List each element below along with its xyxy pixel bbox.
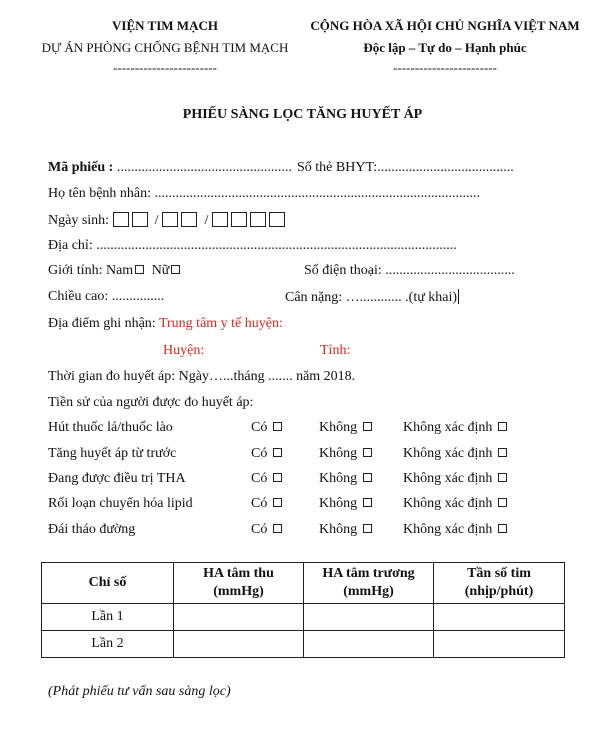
co-checkbox[interactable]: [273, 498, 282, 507]
country-name: CỘNG HÒA XÃ HỘI CHỦ NGHĨA VIỆT NAM: [310, 18, 580, 33]
table-cell-input[interactable]: [174, 631, 304, 658]
col-header-chi-so: Chỉ số: [42, 563, 174, 604]
co-checkbox[interactable]: [273, 422, 282, 431]
co-checkbox[interactable]: [273, 473, 282, 482]
kxd-checkbox[interactable]: [498, 448, 507, 457]
history-item-label: Rối loạn chuyển hóa lipid: [48, 496, 193, 511]
history-item-label: Đái tháo đường: [48, 522, 136, 537]
so-the-row: [297, 160, 514, 176]
history-option-co[interactable]: [251, 420, 282, 436]
table-cell-input[interactable]: [304, 604, 434, 631]
co-label: Có: [251, 446, 268, 461]
khong-label: Không: [319, 446, 358, 461]
col-header-ha-tam-thu: HA tâm thu (mmHg): [174, 563, 304, 604]
org-name: VIỆN TIM MẠCH: [112, 18, 218, 33]
history-option-co[interactable]: [251, 471, 282, 487]
dob-year-box-2[interactable]: [231, 212, 247, 227]
table-header-row: [42, 563, 565, 604]
dob-day-box-2[interactable]: [132, 212, 148, 227]
kxd-label: Không xác định: [403, 471, 493, 486]
kxd-label: Không xác định: [403, 496, 493, 511]
kxd-label: Không xác định: [403, 446, 493, 461]
thoi-gian-do-field[interactable]: Thời gian đo huyết áp: Ngày…...tháng ....... năm 2018.: [48, 369, 356, 384]
khong-checkbox[interactable]: [363, 448, 372, 457]
history-option-kxd[interactable]: [403, 471, 507, 487]
history-option-kxd[interactable]: [403, 446, 507, 462]
ngay-sinh-label: Ngày sinh:: [48, 213, 110, 228]
history-option-khong[interactable]: [319, 522, 372, 538]
footer-note: (Phát phiếu tư vấn sau sàng lọc): [48, 684, 231, 699]
huyen-label: Huyện:: [163, 343, 205, 358]
history-option-co[interactable]: [251, 522, 282, 538]
dia-chi-field[interactable]: Địa chỉ: .......................................................................................................: [48, 238, 457, 253]
dob-year-box-3[interactable]: [250, 212, 266, 227]
dia-diem-value: Trung tâm y tế huyện:: [158, 316, 283, 331]
table-cell-input[interactable]: [304, 631, 434, 658]
tien-su-heading: Tiền sử của người được đo huyết áp:: [48, 395, 254, 410]
ma-phieu-row: [48, 160, 292, 176]
khong-label: Không: [319, 471, 358, 486]
kxd-label: Không xác định: [403, 522, 493, 537]
table-cell-input[interactable]: [434, 604, 565, 631]
nu-label: Nữ: [151, 263, 170, 278]
table-row: [42, 631, 565, 658]
dob-year-box-1[interactable]: [212, 212, 228, 227]
table-cell-input[interactable]: [174, 604, 304, 631]
so-the-field[interactable]: .......................................: [377, 160, 514, 175]
history-option-kxd[interactable]: [403, 522, 507, 538]
dob-slash-2: /: [204, 213, 209, 228]
project-name: DỰ ÁN PHÒNG CHỐNG BỆNH TIM MẠCH: [41, 40, 289, 55]
can-nang-text: Cân nặng: …............ .(tự khai): [285, 290, 458, 305]
khong-label: Không: [319, 496, 358, 511]
table-cell-input[interactable]: [434, 631, 565, 658]
kxd-checkbox[interactable]: [498, 498, 507, 507]
history-option-co[interactable]: [251, 446, 282, 462]
row-label: Lần 2: [42, 631, 174, 658]
history-option-khong[interactable]: [319, 446, 372, 462]
history-item-label: Tăng huyết áp từ trước: [48, 446, 177, 461]
ma-phieu-field[interactable]: ..................................................: [113, 160, 292, 175]
kxd-checkbox[interactable]: [498, 524, 507, 533]
dob-slash-1: /: [154, 213, 159, 228]
ho-ten-field[interactable]: Họ tên bệnh nhân: .............................................................................................: [48, 186, 481, 201]
dia-diem-row: [48, 316, 283, 332]
history-item-label: Hút thuốc lá/thuốc lào: [48, 420, 173, 435]
dob-day-box-1[interactable]: [113, 212, 129, 227]
row-label: Lần 1: [42, 604, 174, 631]
so-dien-thoai-field[interactable]: Số điện thoại: .....................................: [304, 263, 515, 278]
form-title: PHIẾU SÀNG LỌC TĂNG HUYẾT ÁP: [182, 107, 423, 122]
kxd-checkbox[interactable]: [498, 422, 507, 431]
khong-label: Không: [319, 522, 358, 537]
gioi-tinh-row: [48, 263, 180, 279]
col-header-tan-so-tim: Tần số tim (nhịp/phút): [434, 563, 565, 604]
co-checkbox[interactable]: [273, 524, 282, 533]
khong-label: Không: [319, 420, 358, 435]
khong-checkbox[interactable]: [363, 473, 372, 482]
history-option-khong[interactable]: [319, 420, 372, 436]
chieu-cao-field[interactable]: Chiều cao: ...............: [48, 289, 165, 304]
gioi-tinh-label: Giới tính: Nam: [48, 263, 134, 278]
dob-month-box-1[interactable]: [162, 212, 178, 227]
ngay-sinh-row: [48, 212, 288, 229]
history-option-khong[interactable]: [319, 471, 372, 487]
co-label: Có: [251, 496, 268, 511]
col-header-ha-tam-truong: HA tâm trương (mmHg): [304, 563, 434, 604]
country-motto: Độc lập – Tự do – Hạnh phúc: [363, 40, 527, 55]
can-nang-field[interactable]: [285, 289, 459, 306]
history-option-kxd[interactable]: [403, 496, 507, 512]
kxd-checkbox[interactable]: [498, 473, 507, 482]
so-the-label: Số thẻ BHYT:: [297, 160, 378, 175]
co-checkbox[interactable]: [273, 448, 282, 457]
dob-year-box-4[interactable]: [269, 212, 285, 227]
history-item-label: Đang được điều trị THA: [48, 471, 186, 486]
ma-phieu-label: Mã phiếu :: [48, 160, 114, 175]
blood-pressure-table: [41, 562, 565, 658]
history-option-kxd[interactable]: [403, 420, 507, 436]
khong-checkbox[interactable]: [363, 422, 372, 431]
dia-diem-label: Địa điểm ghi nhận:: [48, 316, 156, 331]
header-right-rule: ------------------------: [393, 60, 497, 75]
nam-checkbox[interactable]: [135, 265, 144, 274]
history-option-khong[interactable]: [319, 496, 372, 512]
khong-checkbox[interactable]: [363, 524, 372, 533]
co-label: Có: [251, 522, 268, 537]
header-left-rule: ------------------------: [113, 60, 217, 75]
dob-month-box-2[interactable]: [181, 212, 197, 227]
khong-checkbox[interactable]: [363, 498, 372, 507]
co-label: Có: [251, 471, 268, 486]
text-cursor: [458, 289, 459, 304]
tinh-label: Tỉnh:: [320, 343, 351, 358]
kxd-label: Không xác định: [403, 420, 493, 435]
history-option-co[interactable]: [251, 496, 282, 512]
co-label: Có: [251, 420, 268, 435]
nu-checkbox[interactable]: [171, 265, 180, 274]
table-row: [42, 604, 565, 631]
